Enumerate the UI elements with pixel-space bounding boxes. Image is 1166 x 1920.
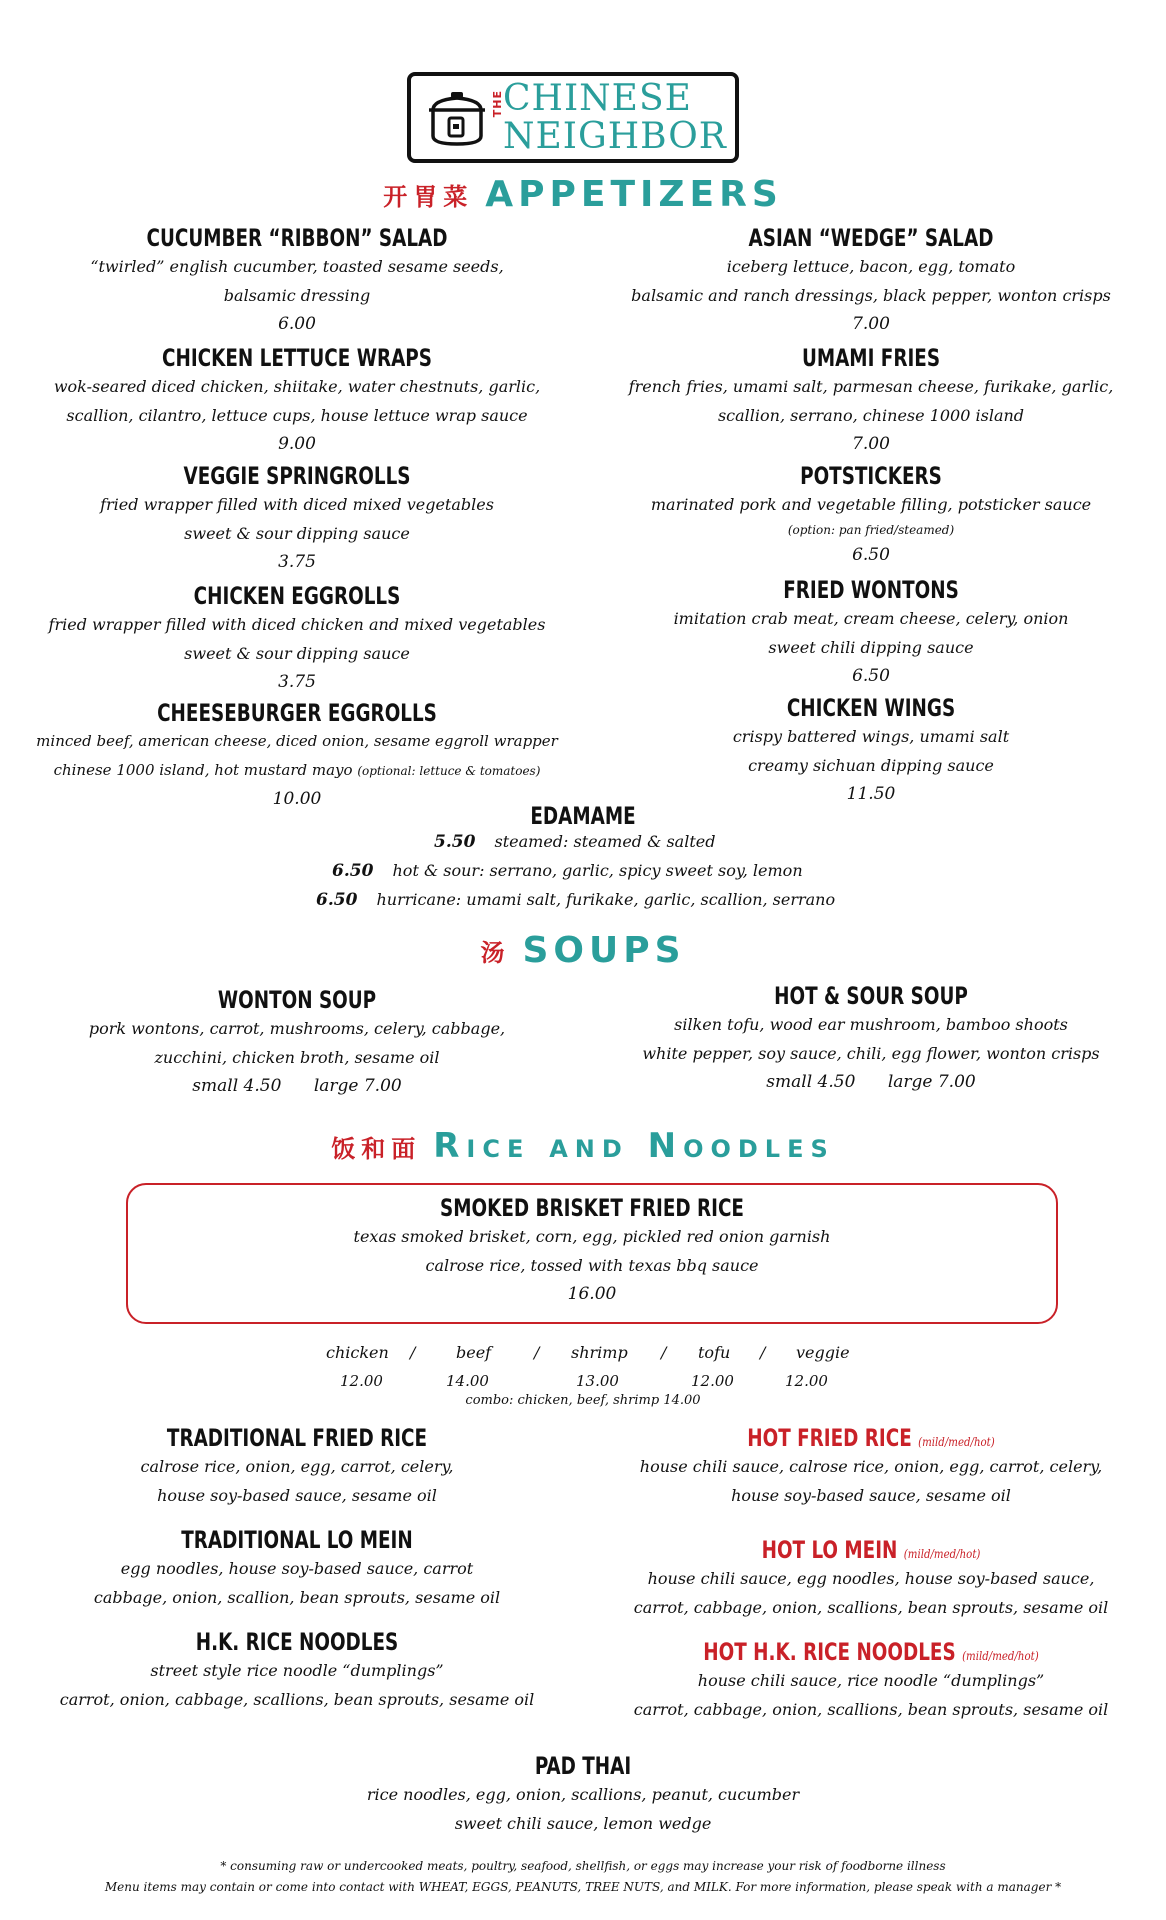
menu-item-traditional-fried-rice bbox=[22, 1424, 572, 1510]
item-price: 6.00 bbox=[278, 314, 316, 334]
option-text: hurricane: umami salt, furikake, garlic, scallion, serrano bbox=[376, 890, 836, 909]
soups-cn: 汤 bbox=[480, 939, 511, 967]
spice-level-note: (mild/med/hot) bbox=[918, 1435, 995, 1449]
item-desc-1: house chili sauce, calrose rice, onion, egg, carrot, celery, bbox=[639, 1457, 1103, 1476]
item-title: CHEESEBURGER EGGROLLS bbox=[157, 699, 437, 727]
combo-note: combo: chicken, beef, shrimp 14.00 bbox=[465, 1393, 701, 1408]
protein-separator: / bbox=[410, 1343, 416, 1362]
menu-item-wonton-soup bbox=[22, 986, 572, 1100]
option-text: hot & sour: serrano, garlic, spicy sweet soy, lemon bbox=[392, 861, 803, 880]
item-desc-2: carrot, cabbage, onion, scallions, bean sprouts, sesame oil bbox=[633, 1700, 1109, 1719]
item-title: UMAMI FRIES bbox=[801, 344, 941, 372]
spice-level-note: (mild/med/hot) bbox=[962, 1649, 1039, 1663]
menu-item-hot-fried-rice bbox=[596, 1424, 1146, 1510]
protein-shrimp: shrimp bbox=[571, 1343, 628, 1362]
item-price: 3.75 bbox=[278, 552, 316, 572]
menu-item-hot-lo-mein bbox=[596, 1536, 1146, 1622]
item-desc-1: imitation crab meat, cream cheese, celery, onion bbox=[673, 609, 1069, 628]
option-price: 5.50 bbox=[434, 832, 476, 852]
item-title: H.K. RICE NOODLES bbox=[195, 1628, 399, 1656]
menu-item-chicken-wings bbox=[596, 694, 1146, 808]
item-title-row bbox=[637, 1638, 1105, 1666]
item-title: CHICKEN WINGS bbox=[786, 694, 956, 722]
appetizers-cn: 开胃菜 bbox=[383, 183, 474, 211]
rice-noodles-header bbox=[0, 1126, 1166, 1166]
item-desc-1: street style rice noodle “dumplings” bbox=[150, 1661, 444, 1680]
protein-chicken: chicken bbox=[326, 1343, 389, 1362]
restaurant-logo bbox=[407, 72, 739, 163]
item-title: HOT H.K. RICE NOODLES bbox=[703, 1638, 956, 1666]
menu-item-hk-rice-noodles bbox=[22, 1628, 572, 1714]
item-desc-2: balsamic dressing bbox=[223, 286, 371, 305]
soups-en: SOUPS bbox=[522, 930, 686, 971]
item-desc-2: carrot, cabbage, onion, scallions, bean sprouts, sesame oil bbox=[633, 1598, 1109, 1617]
item-desc-2-row bbox=[22, 756, 572, 785]
menu-item-chicken-lettuce-wraps bbox=[22, 344, 572, 458]
item-title-row bbox=[637, 1424, 1105, 1452]
protein-separator: / bbox=[760, 1343, 766, 1362]
protein-separator: / bbox=[534, 1343, 540, 1362]
menu-item-traditional-lo-mein bbox=[22, 1526, 572, 1612]
item-title-row bbox=[637, 1536, 1105, 1564]
menu-item-cheeseburger-eggrolls bbox=[22, 699, 572, 813]
protein-veggie: veggie bbox=[796, 1343, 850, 1362]
item-desc-1: french fries, umami salt, parmesan cheese, furikake, garlic, bbox=[628, 377, 1114, 396]
item-desc-1: house chili sauce, egg noodles, house soy-based sauce, bbox=[647, 1569, 1095, 1588]
footer-line-1: * consuming raw or undercooked meats, poultry, seafood, shellfish, or eggs may increase your risk of foodborne illness bbox=[220, 1859, 946, 1873]
item-option-note: (option: pan fried/steamed) bbox=[787, 523, 955, 537]
rice-cn: 饭和面 bbox=[331, 1134, 422, 1163]
spice-level-note: (mild/med/hot) bbox=[903, 1547, 981, 1561]
price-beef: 14.00 bbox=[446, 1372, 489, 1390]
item-title: TRADITIONAL FRIED RICE bbox=[166, 1424, 428, 1452]
item-title: SMOKED BRISKET FRIED RICE bbox=[440, 1194, 744, 1222]
price-chicken: 12.00 bbox=[340, 1372, 383, 1390]
item-desc-2: carrot, onion, cabbage, scallions, bean sprouts, sesame oil bbox=[59, 1690, 535, 1709]
edamame-option-2 bbox=[332, 856, 803, 885]
item-desc-1: marinated pork and vegetable filling, potsticker sauce bbox=[650, 495, 1092, 514]
item-price: 16.00 bbox=[567, 1284, 617, 1304]
price-veggie: 12.00 bbox=[785, 1372, 828, 1390]
menu-item-umami-fries bbox=[596, 344, 1146, 458]
item-desc-2: scallion, cilantro, lettuce cups, house lettuce wrap sauce bbox=[66, 406, 528, 425]
item-desc-2: house soy-based sauce, sesame oil bbox=[731, 1486, 1011, 1505]
item-desc-1: calrose rice, onion, egg, carrot, celery, bbox=[140, 1457, 454, 1476]
item-optional-note: (optional: lettuce & tomatoes) bbox=[357, 764, 541, 778]
item-price: 7.00 bbox=[852, 434, 890, 454]
rice-cooker-icon bbox=[425, 86, 489, 150]
item-desc-1: “twirled” english cucumber, toasted sesame seeds, bbox=[90, 257, 504, 276]
item-title: ASIAN “WEDGE” SALAD bbox=[748, 224, 994, 252]
menu-item-hot-hk-rice-noodles bbox=[596, 1638, 1146, 1724]
option-text: steamed: steamed & salted bbox=[494, 832, 716, 851]
menu-item-pad-thai bbox=[0, 1752, 1166, 1838]
item-title: HOT FRIED RICE bbox=[747, 1424, 912, 1452]
price-shrimp: 13.00 bbox=[576, 1372, 619, 1390]
rice-en: Rice and Noodles bbox=[433, 1126, 835, 1166]
item-desc-1: iceberg lettuce, bacon, egg, tomato bbox=[726, 257, 1016, 276]
menu-item-chicken-eggrolls bbox=[22, 582, 572, 696]
menu-item-cucumber-salad bbox=[22, 224, 572, 338]
item-price: small 4.50 large 7.00 bbox=[192, 1076, 402, 1096]
menu-item-hot-sour-soup bbox=[596, 982, 1146, 1096]
menu-item-smoked-brisket-fried-rice bbox=[126, 1194, 1058, 1308]
logo-brand bbox=[503, 80, 727, 156]
item-title: EDAMAME bbox=[530, 802, 636, 830]
item-desc-2: sweet chili dipping sauce bbox=[768, 638, 974, 657]
option-price: 6.50 bbox=[316, 890, 358, 910]
item-desc-2: sweet & sour dipping sauce bbox=[184, 524, 410, 543]
item-title: FRIED WONTONS bbox=[783, 576, 959, 604]
protein-tofu: tofu bbox=[698, 1343, 731, 1362]
item-price: 10.00 bbox=[272, 789, 322, 809]
item-price: 3.75 bbox=[278, 672, 316, 692]
protein-beef: beef bbox=[456, 1343, 492, 1362]
logo-line-1: CHINESE bbox=[503, 78, 692, 119]
item-price: 6.50 bbox=[852, 545, 890, 565]
item-desc-2: sweet chili sauce, lemon wedge bbox=[454, 1814, 712, 1833]
menu-item-edamame bbox=[0, 802, 1166, 830]
item-desc-2: house soy-based sauce, sesame oil bbox=[157, 1486, 437, 1505]
item-price: 7.00 bbox=[852, 314, 890, 334]
item-title: PAD THAI bbox=[534, 1752, 632, 1780]
item-desc-2: zucchini, chicken broth, sesame oil bbox=[154, 1048, 440, 1067]
appetizers-header bbox=[0, 174, 1166, 215]
item-desc-1: rice noodles, egg, onion, scallions, peanut, cucumber bbox=[366, 1785, 800, 1804]
edamame-option-1 bbox=[434, 827, 715, 856]
item-title: WONTON SOUP bbox=[217, 986, 377, 1014]
item-desc-1: crispy battered wings, umami salt bbox=[732, 727, 1010, 746]
item-desc-1: egg noodles, house soy-based sauce, carrot bbox=[120, 1559, 474, 1578]
item-desc-1: pork wontons, carrot, mushrooms, celery, cabbage, bbox=[88, 1019, 506, 1038]
item-price: 9.00 bbox=[278, 434, 316, 454]
item-title: CHICKEN LETTUCE WRAPS bbox=[162, 344, 432, 372]
item-desc-2: white pepper, soy sauce, chili, egg flower, wonton crisps bbox=[642, 1044, 1100, 1063]
footer-disclaimer bbox=[0, 1856, 1166, 1898]
item-desc-2: sweet & sour dipping sauce bbox=[184, 644, 410, 663]
item-desc-1: minced beef, american cheese, diced onion, sesame eggroll wrapper bbox=[36, 732, 558, 750]
item-desc-1: texas smoked brisket, corn, egg, pickled red onion garnish bbox=[353, 1227, 831, 1246]
item-title: POTSTICKERS bbox=[800, 462, 942, 490]
item-desc-2: creamy sichuan dipping sauce bbox=[748, 756, 994, 775]
item-desc-2: calrose rice, tossed with texas bbq sauce bbox=[425, 1256, 759, 1275]
menu-item-veggie-springrolls bbox=[22, 462, 572, 576]
edamame-option-3 bbox=[316, 885, 835, 914]
menu-item-potstickers bbox=[596, 462, 1146, 569]
item-price: small 4.50 large 7.00 bbox=[766, 1072, 976, 1092]
logo-line-2: NEIGHBOR bbox=[503, 116, 727, 157]
item-title: CHICKEN EGGROLLS bbox=[193, 582, 401, 610]
item-desc-2: cabbage, onion, scallion, bean sprouts, sesame oil bbox=[93, 1588, 501, 1607]
item-title: VEGGIE SPRINGROLLS bbox=[183, 462, 411, 490]
soups-header bbox=[0, 930, 1166, 971]
footer-line-2: Menu items may contain or come into contact with WHEAT, EGGS, PEANUTS, TREE NUTS, and MILK. For more information, please speak with a manager * bbox=[104, 1880, 1062, 1894]
menu-item-fried-wontons bbox=[596, 576, 1146, 690]
item-title: TRADITIONAL LO MEIN bbox=[181, 1526, 413, 1554]
item-title: CUCUMBER “RIBBON” SALAD bbox=[146, 224, 448, 252]
item-desc-1: wok-seared diced chicken, shiitake, water chestnuts, garlic, bbox=[53, 377, 541, 396]
protein-separator: / bbox=[661, 1343, 667, 1362]
item-desc-1: house chili sauce, rice noodle “dumplings” bbox=[697, 1671, 1045, 1690]
item-desc-1: fried wrapper filled with diced chicken and mixed vegetables bbox=[48, 615, 546, 634]
item-title: HOT LO MEIN bbox=[761, 1536, 898, 1564]
item-desc-2: scallion, serrano, chinese 1000 island bbox=[717, 406, 1025, 425]
item-title: HOT & SOUR SOUP bbox=[774, 982, 968, 1010]
item-price: 11.50 bbox=[846, 784, 896, 804]
item-price: 6.50 bbox=[852, 666, 890, 686]
logo-the: THE bbox=[491, 90, 504, 118]
item-desc-1: silken tofu, wood ear mushroom, bamboo shoots bbox=[674, 1015, 1068, 1034]
item-desc-2: balsamic and ranch dressings, black pepper, wonton crisps bbox=[631, 286, 1111, 305]
menu-item-asian-wedge-salad bbox=[596, 224, 1146, 338]
item-desc-2: chinese 1000 island, hot mustard mayo bbox=[53, 761, 353, 779]
price-tofu: 12.00 bbox=[691, 1372, 734, 1390]
appetizers-en: APPETIZERS bbox=[485, 174, 783, 215]
item-desc-1: fried wrapper filled with diced mixed vegetables bbox=[100, 495, 494, 514]
option-price: 6.50 bbox=[332, 861, 374, 881]
